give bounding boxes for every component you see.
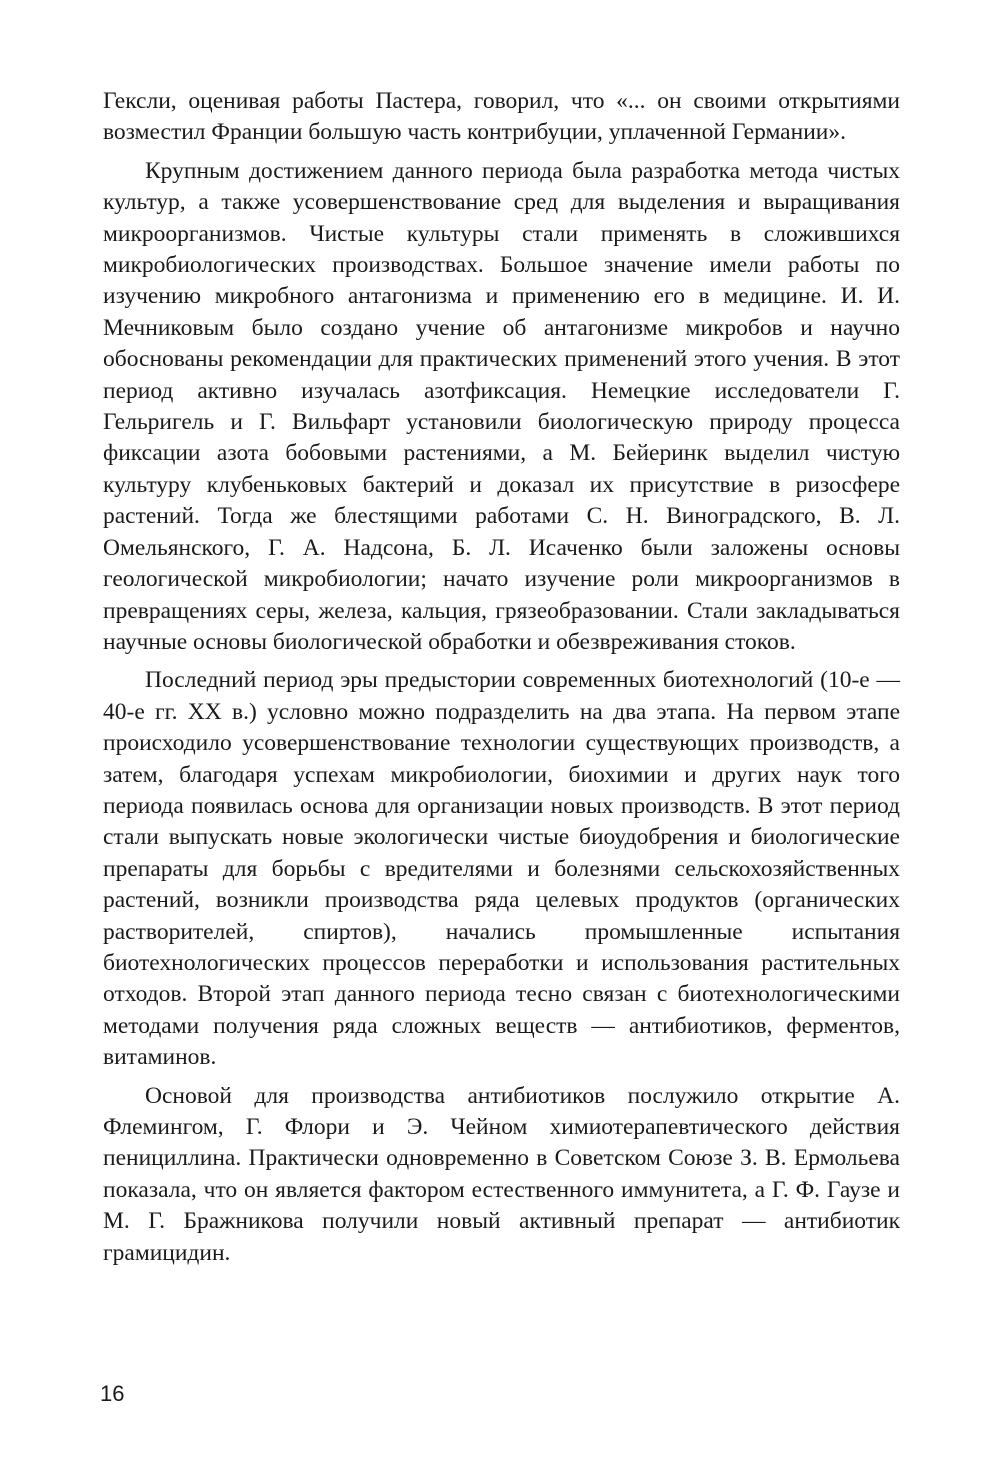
page-number: 16 [100, 1381, 125, 1406]
paragraph-last-period: Последний период эры предыстории современных биотехнологий (10-е — 40-е гг. XX в.) условно можно подразделить на два этапа. На первом этапе происходило усовершенствование технологии существующих производств, а затем, благодаря успехам микробиологии, биохимии и других наук того периода появилась основа для организации новых производств. В этот период стали выпускать новые экологически чистые биоудобрения и биологические препараты для борьбы с вредителями и болезнями сельскохозяйственных растений, возникли производства ряда целевых продуктов (органических растворителей, спиртов), начались промышленные испытания биотехнологических процессов переработки и использования растительных отходов. Второй этап данного периода тесно связан с биотехнологическими методами получения ряда сложных веществ — антибиотиков, ферментов, витаминов. [103, 667, 900, 1071]
paragraph-huxley-quote: Гексли, оценивая работы Пастера, говорил, что «... он своими открытиями возместил Франции большую часть контрибуции, уплаченной Германии». [103, 88, 900, 146]
paragraph-pure-cultures: Крупным достижением данного периода была разработка метода чистых культур, а также усовершенствование сред для выделения и выращивания микроорганизмов. Чистые культуры стали применять в сложившихся микробиологических производствах. Большое значение имели работы по изучению микробного антагонизма и применению его в медицине. И. И. Мечниковым было создано учение об антагонизме микробов и научно обоснованы рекомендации для практических применений этого учения. В этот период активно изучалась азотфиксация. Немецкие исследователи Г. Гельригель и Г. Вильфарт установили биологическую природу процесса фиксации азота бобовыми растениями, а М. Бейеринк выделил чистую культуру клубеньковых бактерий и доказал их присутствие в ризосфере растений. Тогда же блестящими работами С. Н. Виноградского, В. Л. Омельянского, Г. А. Надсона, Б. Л. Исаченко были заложены основы геологической микробиологии; начато изучение роли микроорганизмов в превращениях серы, железа, кальция, грязеобразовании. Стали закладываться научные основы биологической обработки и обезвреживания стоков. [103, 157, 900, 655]
page-body [103, 86, 900, 1276]
paragraph-antibiotics: Основой для производства антибиотиков послужило открытие А. Флемингом, Г. Флори и Э. Чейном химиотерапевтического действия пенициллина. Практически одновременно в Советском Союзе З. В. Ермольева показала, что он является фактором естественного иммунитета, а Г. Ф. Гаузе и М. Г. Бражникова получили новый активный препарат — антибиотик грамицидин. [103, 1082, 900, 1266]
